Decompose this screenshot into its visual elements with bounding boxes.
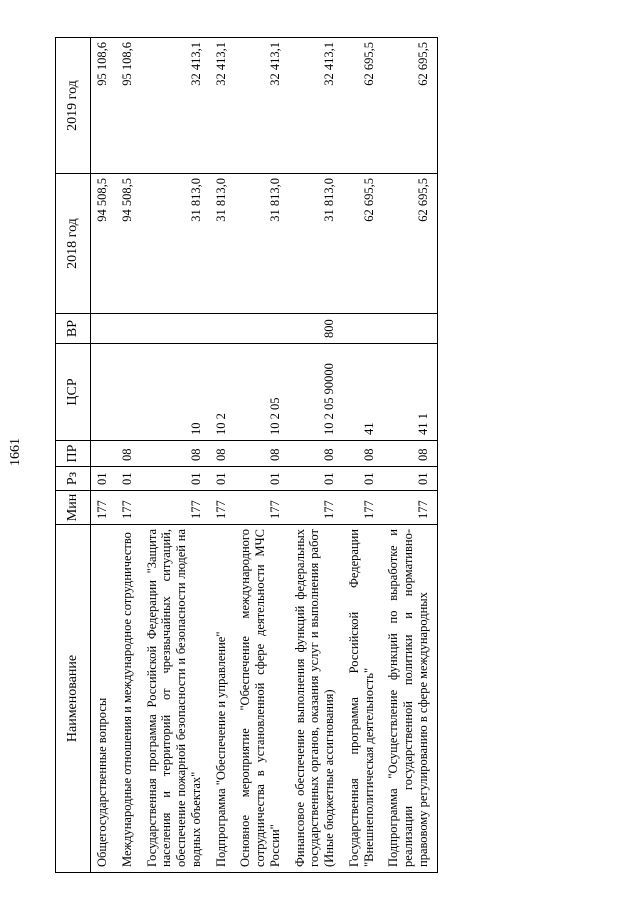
- row-rz: 01: [141, 467, 210, 491]
- row-min: 177: [141, 491, 210, 525]
- header-rz: Рз: [56, 467, 91, 491]
- row-2018: 31 813,0: [234, 174, 288, 314]
- row-name: Финансовое обеспечение выполнения функций федеральных государственных органов, оказания услуг и выполнения работ (Иные бюджетные ассигнования): [289, 525, 343, 873]
- header-2019: 2019 год: [56, 38, 91, 174]
- row-vr: [343, 314, 383, 344]
- row-pr: 08: [210, 441, 235, 467]
- table-header-row: [56, 38, 91, 873]
- row-min: 177: [343, 491, 383, 525]
- table-row: [234, 38, 288, 873]
- row-csr: 10 2 05: [234, 344, 288, 441]
- table-row: [210, 38, 235, 873]
- budget-table: [55, 37, 438, 873]
- row-rz: 01: [116, 467, 141, 491]
- row-csr: 41 1: [382, 344, 437, 441]
- row-min: 177: [116, 491, 141, 525]
- row-pr: 08: [116, 441, 141, 467]
- header-pr: ПР: [56, 441, 91, 467]
- row-vr: [116, 314, 141, 344]
- header-min: Мин: [56, 491, 91, 525]
- row-2018: 31 813,0: [210, 174, 235, 314]
- row-min: 177: [210, 491, 235, 525]
- row-rz: 01: [382, 467, 437, 491]
- table-row: [141, 38, 210, 873]
- row-2018: 62 695,5: [343, 174, 383, 314]
- row-2019: 62 695,5: [343, 38, 383, 174]
- header-csr: ЦСР: [56, 344, 91, 441]
- row-2019: 32 413,1: [141, 38, 210, 174]
- table-row: [382, 38, 437, 873]
- row-min: 177: [91, 491, 116, 525]
- row-vr: 800: [289, 314, 343, 344]
- row-name: Государственная программа Российской Федерации "Внешнеполитическая деятельность": [343, 525, 383, 873]
- header-2018: 2018 год: [56, 174, 91, 314]
- row-vr: [234, 314, 288, 344]
- header-name: Наименование: [56, 525, 91, 873]
- row-2019: 32 413,1: [289, 38, 343, 174]
- row-min: 177: [289, 491, 343, 525]
- row-csr: 10: [141, 344, 210, 441]
- row-csr: 10 2 05 90000: [289, 344, 343, 441]
- row-vr: [210, 314, 235, 344]
- table-row: [91, 38, 116, 873]
- row-2018: 94 508,5: [91, 174, 116, 314]
- header-vr: ВР: [56, 314, 91, 344]
- row-2019: 32 413,1: [210, 38, 235, 174]
- row-name: Государственная программа Российской Федерации "Защита населения и территорий от чрезвычайных ситуаций, обеспечение пожарной безопасности и безопасности людей на водных объектах": [141, 525, 210, 873]
- row-rz: 01: [91, 467, 116, 491]
- row-pr: 08: [382, 441, 437, 467]
- row-pr: 08: [234, 441, 288, 467]
- table-row: [116, 38, 141, 873]
- row-2019: 95 108,6: [116, 38, 141, 174]
- row-rz: 01: [343, 467, 383, 491]
- row-min: 177: [382, 491, 437, 525]
- row-2018: 31 813,0: [141, 174, 210, 314]
- row-csr: 41: [343, 344, 383, 441]
- row-vr: [91, 314, 116, 344]
- row-name: Подпрограмма "Осуществление функций по выработке и реализации государственной политики и нормативно-правовому регулированию в сфере международных: [382, 525, 437, 873]
- table-row: [289, 38, 343, 873]
- row-pr: 08: [343, 441, 383, 467]
- row-rz: 01: [289, 467, 343, 491]
- row-name: Основное мероприятие "Обеспечение международного сотрудничества в установленной сфере деятельности МЧС России": [234, 525, 288, 873]
- row-2018: 94 508,5: [116, 174, 141, 314]
- row-csr: [91, 344, 116, 441]
- row-2019: 95 108,6: [91, 38, 116, 174]
- row-vr: [382, 314, 437, 344]
- row-name: Подпрограмма "Обеспечение и управление": [210, 525, 235, 873]
- row-pr: 08: [141, 441, 210, 467]
- row-rz: 01: [234, 467, 288, 491]
- table-row: [343, 38, 383, 873]
- row-pr: [91, 441, 116, 467]
- row-vr: [141, 314, 210, 344]
- row-min: 177: [234, 491, 288, 525]
- row-csr: 10 2: [210, 344, 235, 441]
- row-2018: 31 813,0: [289, 174, 343, 314]
- row-name: Международные отношения и международное сотрудничество: [116, 525, 141, 873]
- row-2019: 62 695,5: [382, 38, 437, 174]
- row-name: Общегосударственные вопросы: [91, 525, 116, 873]
- row-2019: 32 413,1: [234, 38, 288, 174]
- row-2018: 62 695,5: [382, 174, 437, 314]
- row-pr: 08: [289, 441, 343, 467]
- row-csr: [116, 344, 141, 441]
- page-number: 1661: [8, 438, 23, 466]
- row-rz: 01: [210, 467, 235, 491]
